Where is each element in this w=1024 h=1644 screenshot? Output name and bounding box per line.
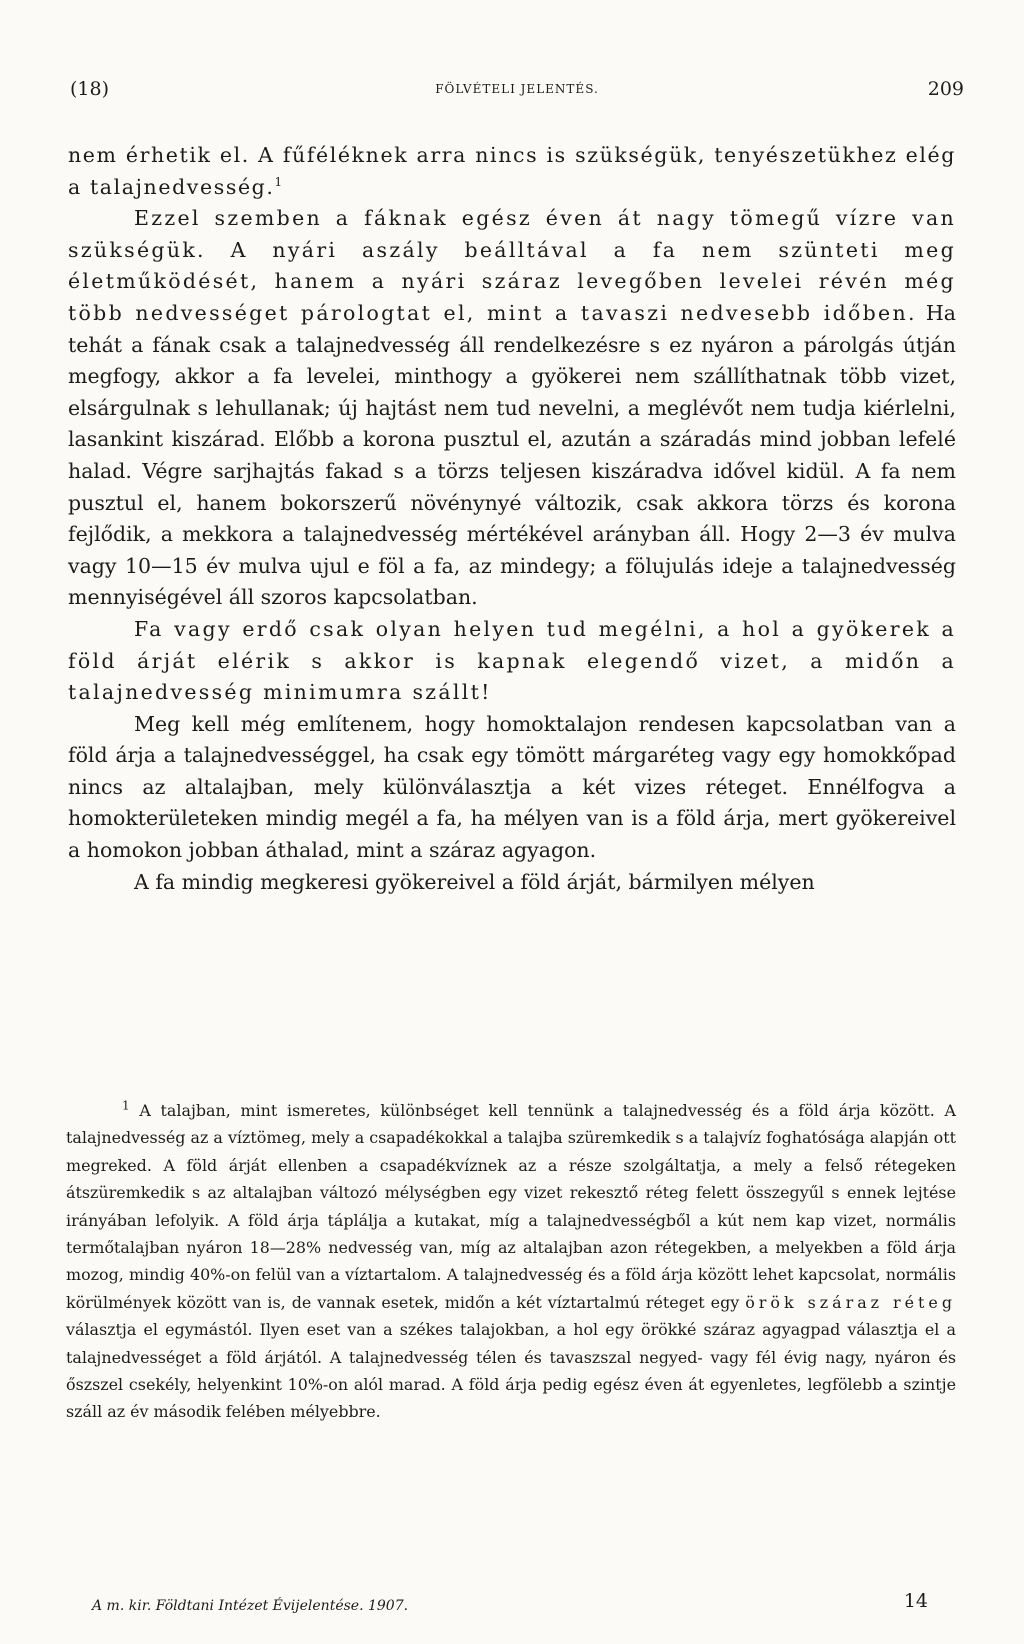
- header-running-title: FÖLVÉTELI JELENTÉS.: [435, 82, 599, 96]
- header-section-number: (18): [70, 78, 110, 100]
- footnote-emphasis: örök száraz réteg: [745, 1292, 957, 1312]
- paragraph-3: [68, 614, 956, 709]
- main-text: [68, 140, 956, 898]
- footnote-mark: 1: [122, 1098, 130, 1113]
- paragraph-2: [68, 203, 956, 614]
- page-header: [70, 78, 964, 108]
- page-footer: [92, 1590, 928, 1618]
- paragraph-1: [68, 140, 956, 203]
- footnote-text-a: A talajban, mint ismeretes, különbséget kell tennünk a talajnedvesség és a föld árja között. A talajnedvesség az a víztömeg, mely a csapadékokkal a talajba szüremkedik s a talajvíz foghatósága alapján ott megreked. A föld árját ellenben a csapadékvíznek az a része szolgáltatja, a mely a felső rétegeken átszüremkedik s az altalajban változó mélységben egy vizet rekesztő réteg felett összegyűl s ennek lejtése irányában lefolyik. A föld árja táplálja a kutakat, míg a talajnedvességből a kút nem kap vizet, normális termőtalajban nyáron 18—28% nedvesség van, míg az altalajban azon rétegekben, a melyekben a föld árja mozog, mindig 40%-on felül van a víztartalom. A talajnedvesség és a föld árja között lehet kapcsolat, normális körülmények között van is, de vannak esetek, midőn a két víztartalmú réteget egy: [66, 1101, 956, 1312]
- footnote-reference: 1: [274, 174, 283, 189]
- footnote-paragraph: [66, 1097, 956, 1426]
- footer-signature-number: 14: [903, 1590, 928, 1612]
- footnote-text-b: választja el egymástól. Ilyen eset van a székes talajokban, a hol egy örökké száraz agyagpad választja el a talajnedvességet a föld árjától. A talajnedvesség télen és tavaszszal negyed- vagy fél évig nagy, nyáron és őszszel csekély, helyenkint 10%-on alól marad. A föld árja pedig egész éven át egyenletes, legfölebb a szintje száll az év második felében mélyebbre.: [66, 1320, 956, 1422]
- paragraph-5: A fa mindig megkeresi gyökereivel a föld árját, bármilyen mélyen: [134, 869, 815, 894]
- paragraph-2-emphasis: Ezzel szemben a fáknak egész éven át nagy tömegű vízre van szükségük. A nyári aszály beálltával a fa nem szünteti meg életműködését, hanem a nyári száraz levegőben levelei révén még több nedvességet párologtat el, mint a tavaszi nedvesebb időben.: [68, 206, 956, 325]
- footnote: [66, 1097, 956, 1426]
- paragraph-1-text: nem érhetik el. A fűféléknek arra nincs is szükségük, tenyészetükhez elég a talajnedvesség.: [68, 143, 956, 199]
- footer-publication: A m. kir. Földtani Intézet Évijelentése. 1907.: [92, 1598, 409, 1614]
- header-page-number: 209: [927, 78, 964, 100]
- paragraph-3-emphasis: Fa vagy erdő csak olyan helyen tud megélni, a hol a gyökerek a föld árját elérik s akkor is kapnak elegendő vizet, a midőn a talajnedvesség minimumra szállt!: [68, 616, 956, 705]
- paragraph-4: Meg kell még említenem, hogy homoktalajon rendesen kapcsolatban van a föld árja a talajnedvességgel, ha csak egy tömött márgaréteg vagy egy homokkőpad nincs az altalajban, mely különválasztja a két vizes réteget. Ennélfogva a homokterületeken mindig megél a fa, ha mélyen van is a föld árja, mert gyökereivel a homokon jobban áthalad, mint a száraz agyagon.: [68, 711, 956, 863]
- paragraph-2-text: Ha tehát a fának csak a talajnedvesség áll rendelkezésre s ez nyáron a párolgás útján megfogy, akkor a fa levelei, minthogy a gyökerei nem szállíthatnak több vizet, elsárgulnak s lehullanak; új hajtást nem tud nevelni, a meglévőt nem tudja kiérlelni, lasankint kiszárad. Előbb a korona pusztul el, azután a száradás mind jobban lefelé halad. Végre sarjhajtás fakad s a törzs teljesen kiszáradva idővel kidül. A fa nem pusztul el, hanem bokorszerű növénynyé változik, csak akkora törzs és korona fejlődik, a mekkora a talajnedvesség mértékével arányban áll. Hogy 2—3 év mulva vagy 10—15 év mulva ujul e föl a fa, az mindegy; a fölujulás ideje a talajnedvesség mennyiségével áll szoros kapcsolatban.: [68, 300, 956, 610]
